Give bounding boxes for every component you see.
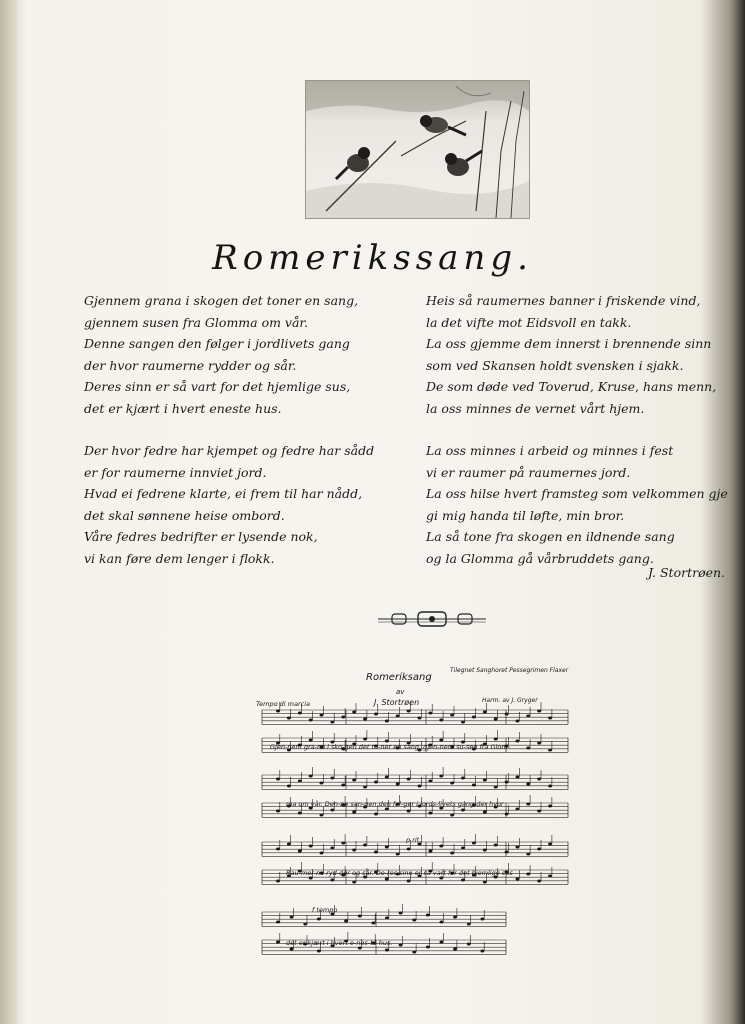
note-head: [483, 779, 487, 782]
note-head: [412, 919, 416, 922]
note-head: [461, 777, 465, 780]
poem-title: Romerikssang.: [212, 238, 533, 278]
note-head: [467, 923, 471, 926]
note-head: [358, 915, 362, 918]
note-head: [396, 783, 400, 786]
note-head: [330, 847, 334, 850]
note-head: [439, 719, 443, 722]
note-head: [516, 846, 520, 849]
note-head: [330, 809, 334, 812]
note-head: [352, 811, 356, 814]
note-head: [426, 946, 430, 949]
note-head: [439, 739, 443, 742]
note-head: [537, 880, 541, 883]
note-head: [363, 738, 367, 741]
note-head: [548, 717, 552, 720]
note-head: [287, 843, 291, 846]
note-head: [505, 781, 509, 784]
note-head: [309, 739, 313, 742]
note-head: [516, 720, 520, 723]
note-head: [450, 814, 454, 817]
note-head: [483, 811, 487, 814]
note-head: [363, 786, 367, 789]
note-head: [453, 948, 457, 951]
note-head: [320, 814, 324, 817]
note-head: [399, 912, 403, 915]
verse-line: Denne sangen den følger i jordlivets gang: [84, 336, 350, 351]
note-head: [461, 809, 465, 812]
note-head: [341, 784, 345, 787]
note-head: [290, 916, 294, 919]
note-head: [317, 918, 321, 921]
note-head: [526, 783, 530, 786]
note-head: [548, 805, 552, 808]
verse-line: La oss minnes i arbeid og minnes i fest: [426, 443, 674, 458]
note-head: [344, 920, 348, 923]
score-by: av: [396, 688, 405, 696]
note-head: [374, 851, 378, 854]
note-head: [276, 710, 280, 713]
score-composer: J. Stortrøen: [374, 698, 420, 707]
verse-line: La så tone fra skogen en ildnende sang: [426, 529, 675, 544]
note-head: [385, 878, 389, 881]
note-head: [439, 775, 443, 778]
lyrics-line-3: Rau-mer-ne ryd-der og sår. De-res sinn er så vart for det hjemlige sus: [286, 869, 513, 877]
note-head: [526, 853, 530, 856]
verse-line: det skal sønnene heise ombord.: [84, 507, 285, 523]
verse-line: Gjennem grana i skogen det toner en sang,: [84, 293, 359, 308]
note-head: [407, 848, 411, 851]
note-head: [407, 710, 411, 713]
note-head: [276, 941, 280, 944]
ritardando-mark: p rit.: [406, 836, 422, 844]
note-head: [453, 916, 457, 919]
note-head: [537, 778, 541, 781]
note-head: [276, 921, 280, 924]
note-head: [428, 780, 432, 783]
note-head: [494, 718, 498, 721]
bullfinch-illustration: [305, 80, 530, 219]
note-head: [505, 713, 509, 716]
note-head: [352, 711, 356, 714]
note-head: [385, 776, 389, 779]
note-head: [320, 714, 324, 717]
note-head: [428, 712, 432, 715]
score-harmonizer: Harm. av J. Gryger: [482, 697, 538, 704]
note-head: [385, 949, 389, 952]
note-head: [330, 879, 334, 882]
note-head: [352, 881, 356, 884]
note-head: [516, 808, 520, 811]
note-head: [472, 784, 476, 787]
note-head: [396, 715, 400, 718]
note-head: [276, 810, 280, 813]
note-head: [309, 719, 313, 722]
verse-line: og la Glomma gå vårbruddets gang.: [426, 550, 654, 566]
lyrics-line-4: det er kjært i hvert e-nes-te hus.: [286, 939, 393, 947]
note-head: [374, 781, 378, 784]
note-head: [341, 842, 345, 845]
note-head: [483, 711, 487, 714]
note-head: [428, 812, 432, 815]
note-head: [276, 880, 280, 883]
verse-line: vi kan føre dem lenger i flokk.: [84, 550, 275, 566]
note-head: [412, 951, 416, 954]
verse-line: Deres sinn er så vart for det hjemlige sus,: [84, 379, 351, 394]
note-head: [287, 717, 291, 720]
note-head: [385, 917, 389, 920]
note-head: [374, 813, 378, 816]
verse-line: La oss hilse hvert framsteg som velkommen gje: [426, 486, 728, 501]
lyrics-line-1: Gjen-nem gra-na i sko-gen det to-ner en sang, gjen-nem su-sen fra Glom-: [270, 743, 511, 751]
note-head: [287, 785, 291, 788]
verse-line: la det vifte mot Eidsvoll en takk.: [426, 314, 632, 330]
verse-line: gjennem susen fra Glomma om vår.: [84, 314, 309, 330]
note-head: [290, 948, 294, 951]
note-head: [472, 842, 476, 845]
note-head: [363, 718, 367, 721]
note-head: [298, 812, 302, 815]
note-head: [407, 810, 411, 813]
score-dedication: Tilegnet Sanghoret Pessegrimen Flaxer: [450, 667, 569, 674]
note-head: [480, 918, 484, 921]
note-head: [320, 782, 324, 785]
note-head: [505, 813, 509, 816]
note-head: [548, 843, 552, 846]
note-head: [516, 740, 520, 743]
note-head: [526, 747, 530, 750]
note-head: [537, 742, 541, 745]
page-binding-left: [0, 0, 18, 1024]
note-head: [467, 943, 471, 946]
note-head: [450, 714, 454, 717]
verse-line: gi mig handa til løfte, min bror.: [426, 507, 625, 523]
note-head: [526, 715, 530, 718]
note-head: [385, 720, 389, 723]
note-head: [330, 777, 334, 780]
note-head: [516, 878, 520, 881]
note-head: [407, 778, 411, 781]
note-head: [352, 849, 356, 852]
note-head: [371, 922, 375, 925]
note-head: [483, 881, 487, 884]
note-head: [309, 845, 313, 848]
note-head: [461, 879, 465, 882]
note-head: [341, 716, 345, 719]
verse-line: De som døde ved Toverud, Kruse, hans menn,: [426, 379, 717, 394]
note-head: [494, 738, 498, 741]
verse-line: Våre fedres bedrifter er lysende nok,: [84, 529, 318, 544]
verse-line: som ved Skansen holdt svensken i sjakk.: [426, 357, 684, 373]
note-head: [418, 785, 422, 788]
author-signature: J. Stortrøen.: [648, 565, 726, 580]
note-head: [505, 851, 509, 854]
note-head: [548, 875, 552, 878]
verse-line: Hvad ei fedrene klarte, ei frem til har nådd,: [84, 486, 363, 501]
note-head: [418, 717, 422, 720]
note-head: [526, 873, 530, 876]
note-head: [494, 786, 498, 789]
note-head: [537, 710, 541, 713]
note-head: [461, 721, 465, 724]
score-tempo: Tempo di marcia: [256, 700, 311, 708]
verse-line: La oss gjemme dem innerst i brennende sinn: [426, 336, 712, 351]
poem-column-right: [426, 290, 728, 569]
verse-line: er for raumerne innviet jord.: [84, 464, 267, 480]
poem-column-left: [84, 290, 374, 569]
score-title: Romeriksang: [366, 672, 432, 683]
note-head: [374, 713, 378, 716]
note-head: [330, 721, 334, 724]
sheet-music: [256, 650, 591, 990]
page-edge-right: [733, 0, 745, 1024]
note-head: [516, 776, 520, 779]
verse-line: der hvor raumerne rydder og sår.: [84, 357, 297, 373]
verse-line: vi er raumer på raumernes jord.: [426, 464, 631, 480]
note-head: [317, 950, 321, 953]
note-head: [385, 846, 389, 849]
note-head: [298, 780, 302, 783]
note-head: [440, 941, 444, 944]
note-head: [450, 782, 454, 785]
lyrics-line-2: ma om vår. Den-ne san-gen den føl-ger i jords-livets gang der hvor: [286, 800, 504, 808]
note-head: [399, 944, 403, 947]
stanza-gap: [426, 419, 728, 440]
note-head: [428, 850, 432, 853]
note-head: [548, 749, 552, 752]
note-head: [276, 848, 280, 851]
note-head: [537, 810, 541, 813]
stanza-gap: [84, 419, 374, 440]
note-head: [396, 853, 400, 856]
note-head: [537, 848, 541, 851]
note-head: [526, 803, 530, 806]
verse-line: la oss minnes de vernet vårt hjem.: [426, 400, 645, 416]
note-head: [407, 880, 411, 883]
note-head: [450, 852, 454, 855]
verse-line: Der hvor fedre har kjempet og fedre har sådd: [84, 443, 375, 458]
note-head: [309, 775, 313, 778]
note-head: [480, 950, 484, 953]
note-head: [494, 844, 498, 847]
note-head: [439, 845, 443, 848]
note-head: [320, 852, 324, 855]
note-head: [461, 847, 465, 850]
note-head: [472, 716, 476, 719]
note-head: [363, 844, 367, 847]
note-head: [303, 923, 307, 926]
note-head: [440, 921, 444, 924]
verse-line: Heis så raumernes banner i friskende vind,: [426, 293, 701, 308]
note-head: [352, 779, 356, 782]
note-head: [298, 712, 302, 715]
note-head: [426, 914, 430, 917]
note-head: [276, 778, 280, 781]
tempo-mark: f tempo: [312, 906, 338, 914]
ornament-divider: [378, 610, 486, 628]
note-head: [483, 849, 487, 852]
note-head: [548, 785, 552, 788]
note-head: [298, 850, 302, 853]
verse-line: det er kjært i hvert eneste hus.: [84, 400, 282, 416]
